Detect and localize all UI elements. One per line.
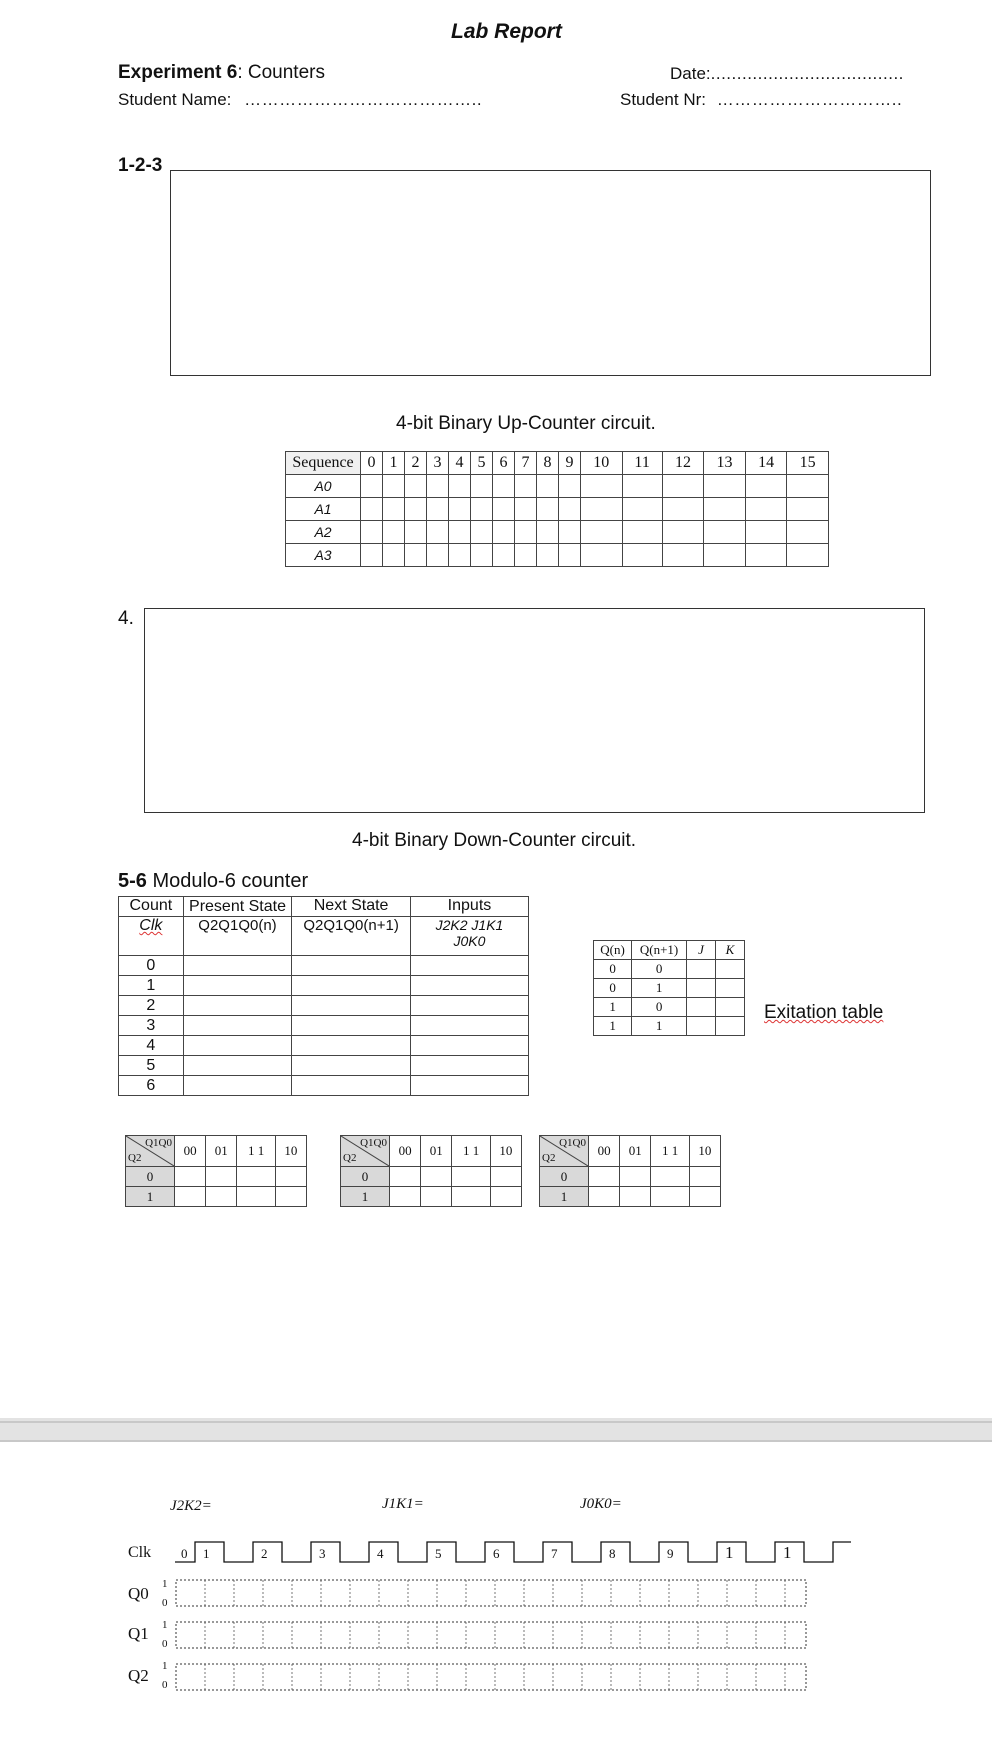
q1-level-hi: 1: [162, 1619, 168, 1631]
col-inputs: Inputs: [410, 897, 528, 917]
page-divider: [0, 1421, 992, 1423]
clk-number: 9: [667, 1546, 674, 1561]
col-jk: J2K2 J1K1 J0K0: [410, 917, 528, 956]
kmap-col: 1 1: [452, 1136, 490, 1167]
kmap-col: 00: [589, 1136, 620, 1167]
experiment-line: [118, 62, 325, 84]
count-value: 0: [119, 956, 184, 976]
kmap-col: 1 1: [237, 1136, 275, 1167]
sequence-row: [286, 498, 829, 521]
kmap-corner: [126, 1136, 175, 1167]
kmap-col: 10: [490, 1136, 521, 1167]
modulo6-row: [119, 976, 529, 996]
kmap-col: 00: [175, 1136, 206, 1167]
row-label: A2: [286, 521, 361, 544]
col-present-q: Q2Q1Q0(n): [183, 917, 292, 956]
col-next-q: Q2Q1Q0(n+1): [292, 917, 411, 956]
timing-diagram: [0, 1442, 992, 1764]
kmap-col: 01: [421, 1136, 452, 1167]
clk-number: 5: [435, 1546, 442, 1561]
seq-col: 13: [704, 452, 746, 475]
j1k1-equation: J1K1=: [382, 1496, 424, 1512]
student-nr-label: Student Nr:: [620, 90, 706, 109]
excitation-row: 1 0: [594, 998, 745, 1017]
seq-col: 3: [427, 452, 449, 475]
seq-col: 15: [787, 452, 829, 475]
kmap-col: 1 1: [651, 1136, 689, 1167]
row-label: A1: [286, 498, 361, 521]
q1-level-lo: 0: [162, 1638, 168, 1650]
kmap-row: [126, 1187, 307, 1207]
signal-label-q1: Q1: [128, 1624, 149, 1643]
kmap-header-row: [126, 1136, 307, 1167]
seq-col: 5: [471, 452, 493, 475]
modulo6-row: [119, 1016, 529, 1036]
seq-col: 1: [383, 452, 405, 475]
report-title: Lab Report: [451, 20, 562, 43]
kmap-col: 10: [689, 1136, 720, 1167]
clk-number: 0: [181, 1546, 188, 1561]
excitation-table-label: Exitation table: [764, 1002, 884, 1023]
count-value: 1: [119, 976, 184, 996]
sequence-row: [286, 475, 829, 498]
sequence-header-row: [286, 452, 829, 475]
signal-grid-frame[interactable]: [176, 1664, 806, 1690]
modulo6-row: [119, 956, 529, 976]
seq-col: 10: [581, 452, 623, 475]
signal-label-q0: Q0: [128, 1584, 149, 1603]
exc-col-qn1: Q(n+1): [632, 941, 687, 960]
kmap-corner: [341, 1136, 390, 1167]
q0-level-hi: 1: [162, 1578, 168, 1590]
j0k0-equation: J0K0=: [580, 1496, 622, 1512]
seq-col: 6: [493, 452, 515, 475]
kmap-j1k1: [340, 1135, 522, 1207]
kmap-row-var: Q2: [542, 1152, 556, 1164]
kmap-j2k2: [125, 1135, 307, 1207]
clk-number: 8: [609, 1546, 616, 1561]
clk-number: 6: [493, 1546, 500, 1561]
clk-number: 7: [551, 1546, 558, 1561]
clk-number: 1: [783, 1543, 792, 1562]
date-field[interactable]: .....................................: [710, 64, 904, 83]
row-label: A3: [286, 544, 361, 567]
clk-label: Clk: [128, 1544, 152, 1561]
count-value: 5: [119, 1056, 184, 1076]
kmap-corner: [540, 1136, 589, 1167]
modulo6-header-row: [119, 897, 529, 917]
seq-col: 2: [405, 452, 427, 475]
modulo6-row: [119, 1056, 529, 1076]
kmap-row-var: Q2: [343, 1152, 357, 1164]
kmap-col-vars: Q1Q0: [360, 1137, 387, 1149]
student-name-label: Student Name:: [118, 90, 232, 109]
kmap-row: [126, 1167, 307, 1187]
student-nr-field[interactable]: …………………………..: [716, 90, 903, 109]
clock-waveform: [175, 1542, 851, 1562]
sequence-row: [286, 521, 829, 544]
kmap-row: [540, 1167, 721, 1187]
seq-col: 9: [559, 452, 581, 475]
q0-level-lo: 0: [162, 1597, 168, 1609]
section-label-4: 4.: [118, 608, 134, 629]
signal-grid-frame[interactable]: [176, 1622, 806, 1648]
kmap-row-var: Q2: [128, 1152, 142, 1164]
kmap-row-label: 1: [341, 1187, 390, 1207]
exc-col-k: K: [716, 941, 745, 960]
modulo6-row: [119, 1036, 529, 1056]
excitation-row: 1 1: [594, 1017, 745, 1036]
modulo6-subheader-row: [119, 917, 529, 956]
col-clk: Clk: [119, 917, 184, 956]
caption-down-counter: 4-bit Binary Down-Counter circuit.: [352, 830, 637, 851]
date-label: Date:: [670, 64, 711, 83]
kmap-col-vars: Q1Q0: [145, 1137, 172, 1149]
count-value: 2: [119, 996, 184, 1016]
count-value: 3: [119, 1016, 184, 1036]
seq-col: 12: [662, 452, 704, 475]
modulo6-table: [118, 896, 529, 1096]
seq-col: 14: [745, 452, 787, 475]
experiment-label: Experiment 6: [118, 62, 238, 83]
clk-number: 1: [725, 1543, 734, 1562]
q2-level-hi: 1: [162, 1660, 168, 1672]
excitation-header-row: [594, 941, 745, 960]
exc-col-j: J: [687, 941, 716, 960]
kmap-col: 01: [620, 1136, 651, 1167]
clk-number: 4: [377, 1546, 384, 1561]
kmap-col: 00: [390, 1136, 421, 1167]
seq-col: 11: [622, 452, 662, 475]
kmap-row-label: 1: [540, 1187, 589, 1207]
seq-col: 8: [537, 452, 559, 475]
clk-number: 2: [261, 1546, 268, 1561]
modulo6-row: [119, 996, 529, 1016]
kmap-header-row: [341, 1136, 522, 1167]
signal-grid-frame[interactable]: [176, 1580, 806, 1606]
kmap-row-label: 1: [126, 1187, 175, 1207]
kmap-row-label: 0: [341, 1167, 390, 1187]
excitation-table: [593, 940, 745, 1036]
q2-level-lo: 0: [162, 1679, 168, 1691]
section-title: Modulo-6 counter: [146, 870, 309, 892]
signal-label-q2: Q2: [128, 1666, 149, 1685]
student-name-field[interactable]: …………………………………..: [244, 90, 483, 109]
kmap-row: [341, 1167, 522, 1187]
clk-number: 1: [203, 1546, 210, 1561]
kmap-row-label: 0: [126, 1167, 175, 1187]
row-label: A0: [286, 475, 361, 498]
experiment-name: : Counters: [237, 62, 325, 83]
col-count: Count: [119, 897, 184, 917]
j2k2-equation: J2K2=: [170, 1498, 212, 1514]
col-next-state: Next State: [292, 897, 411, 917]
kmap-row: [341, 1187, 522, 1207]
col-present-state: Present State: [183, 897, 292, 917]
sequence-table: [285, 451, 829, 567]
sequence-row: [286, 544, 829, 567]
seq-col: 4: [449, 452, 471, 475]
page-2: [0, 1442, 992, 1764]
excitation-row: 0 0: [594, 960, 745, 979]
section-label-1-2-3: 1-2-3: [118, 155, 163, 176]
answer-box-up-counter[interactable]: [170, 170, 931, 376]
clock-line: [175, 1542, 851, 1562]
signal-grids: [176, 1580, 806, 1690]
answer-box-down-counter[interactable]: [144, 608, 925, 813]
seq-col: 0: [361, 452, 383, 475]
count-value: 4: [119, 1036, 184, 1056]
kmap-col: 01: [206, 1136, 237, 1167]
exc-col-qn: Q(n): [594, 941, 632, 960]
excitation-row: 0 1: [594, 979, 745, 998]
count-value: 6: [119, 1076, 184, 1096]
date-line: [670, 64, 904, 84]
sequence-header-label: Sequence: [286, 452, 361, 475]
modulo6-row: [119, 1076, 529, 1096]
kmap-header-row: [540, 1136, 721, 1167]
kmap-col-vars: Q1Q0: [559, 1137, 586, 1149]
kmap-row-label: 0: [540, 1167, 589, 1187]
kmap-j0k0: [539, 1135, 721, 1207]
student-name-line: [118, 90, 482, 110]
caption-up-counter: 4-bit Binary Up-Counter circuit.: [396, 413, 656, 434]
section-label-5-6: [118, 870, 308, 893]
section-number: 5-6: [118, 870, 147, 892]
clk-number: 3: [319, 1546, 326, 1561]
seq-col: 7: [515, 452, 537, 475]
kmap-row: [540, 1187, 721, 1207]
kmap-col: 10: [275, 1136, 306, 1167]
student-nr-line: [620, 90, 902, 110]
